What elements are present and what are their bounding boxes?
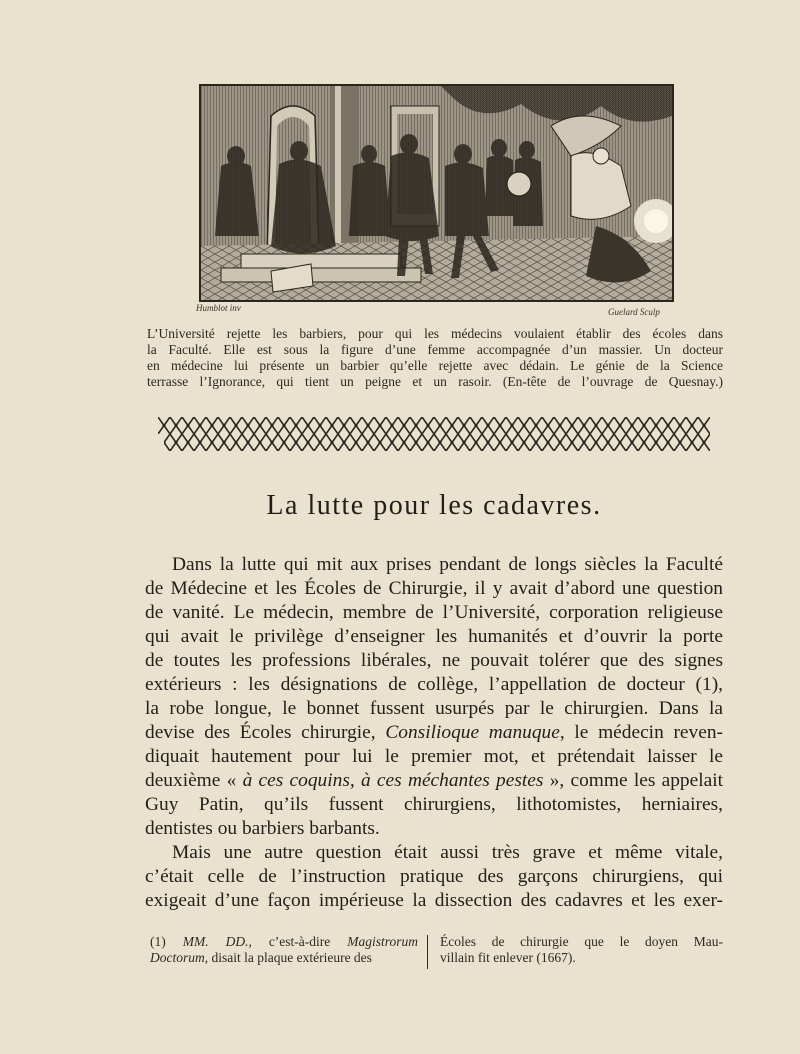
- text-line: dentistes ou barbiers barbants.: [145, 818, 380, 839]
- text-line: de toutes les professions libérales, ne pouvait tolérer que des signes: [145, 650, 723, 671]
- footnote-line: [150, 934, 418, 950]
- text-line: exigeait d’une façon impérieuse la dissection des cadavres et les exer-: [145, 890, 723, 911]
- engraving-illustration: [199, 84, 674, 302]
- text-run: c’est-à-dire: [268, 934, 331, 949]
- footnote-right-column: [440, 934, 723, 966]
- artist-credit: Humblot inv: [196, 303, 241, 313]
- text-line: [145, 769, 723, 793]
- text-line: Dans la lutte qui mit aux prises pendant de longs siècles la Faculté: [172, 554, 723, 575]
- body-text: [145, 553, 723, 913]
- quotation: à ces coquins, à ces méchantes pestes: [242, 770, 544, 791]
- footnote-abbrev: MM. DD.,: [182, 934, 252, 949]
- text-line: [145, 721, 723, 745]
- text-line: Mais une autre question était aussi très grave et même vitale,: [172, 842, 723, 863]
- latin-motto: Consilioque manuque: [385, 722, 560, 743]
- engraving-scene: [201, 86, 672, 300]
- text-line: extérieurs : les désignations de collège, l’appellation de docteur (1),: [145, 674, 723, 695]
- footnote-marker: (1): [150, 934, 166, 949]
- text-line: Guy Patin, qu’ils fussent chirurgiens, lithotomistes, herniaires,: [145, 794, 723, 815]
- footnote-line: Écoles de chirurgie que le doyen Mau-: [440, 934, 723, 949]
- text-line: diquait hautement pour lui le premier mot, et prétendait laisser le: [145, 746, 723, 767]
- text-line: c’était celle de l’instruction pratique des garçons chirurgiens, qui: [145, 866, 723, 887]
- figure-caption: [147, 326, 723, 390]
- footnote-line: [150, 950, 418, 966]
- footnote-latin: Magistrorum: [347, 934, 419, 949]
- caption-line: la Faculté. Elle est sous la figure d’une femme accompagnée d’un massier. Un docteur: [147, 342, 723, 357]
- text-line: qui avait le privilège d’enseigner les humanités et d’ouvrir la porte: [145, 626, 723, 647]
- text-run: devise des Écoles chirurgie,: [145, 722, 376, 743]
- text-line: la robe longue, le bonnet fussent usurpés par le chirurgien. Dans la: [145, 698, 723, 719]
- caption-line: terrasse l’Ignorance, qui tient un peigne et un rasoir. (En-tête de l’ouvrage de Quesnay.): [147, 374, 723, 389]
- caption-line: L’Université rejette les barbiers, pour qui les médecins voulaient établir des écoles dans: [147, 326, 723, 341]
- text-run: », comme les appelait: [549, 770, 723, 791]
- text-line: de vanité. Le médecin, membre de l’Université, corporation religieuse: [145, 602, 723, 623]
- chapter-title: La lutte pour les cadavres.: [266, 490, 602, 521]
- engraver-credit: Guelard Sculp: [608, 307, 660, 317]
- caption-line: en médecine lui présente un barbier qu’elle rejette avec dédain. Le génie de la Science: [147, 358, 723, 373]
- footnote-latin: Doctorum,: [150, 950, 209, 965]
- text-run: , le médecin reven-: [559, 722, 723, 743]
- text-run: deuxième «: [145, 770, 237, 791]
- ornamental-band: [158, 417, 710, 451]
- text-run: disait la plaque extérieure des: [211, 950, 372, 965]
- footnote-left-column: [150, 934, 418, 966]
- footnote-divider: [427, 935, 428, 969]
- text-line: de Médecine et les Écoles de Chirurgie, il y avait d’abord une question: [145, 578, 723, 599]
- footnote-line: villain fit enlever (1667).: [440, 950, 576, 965]
